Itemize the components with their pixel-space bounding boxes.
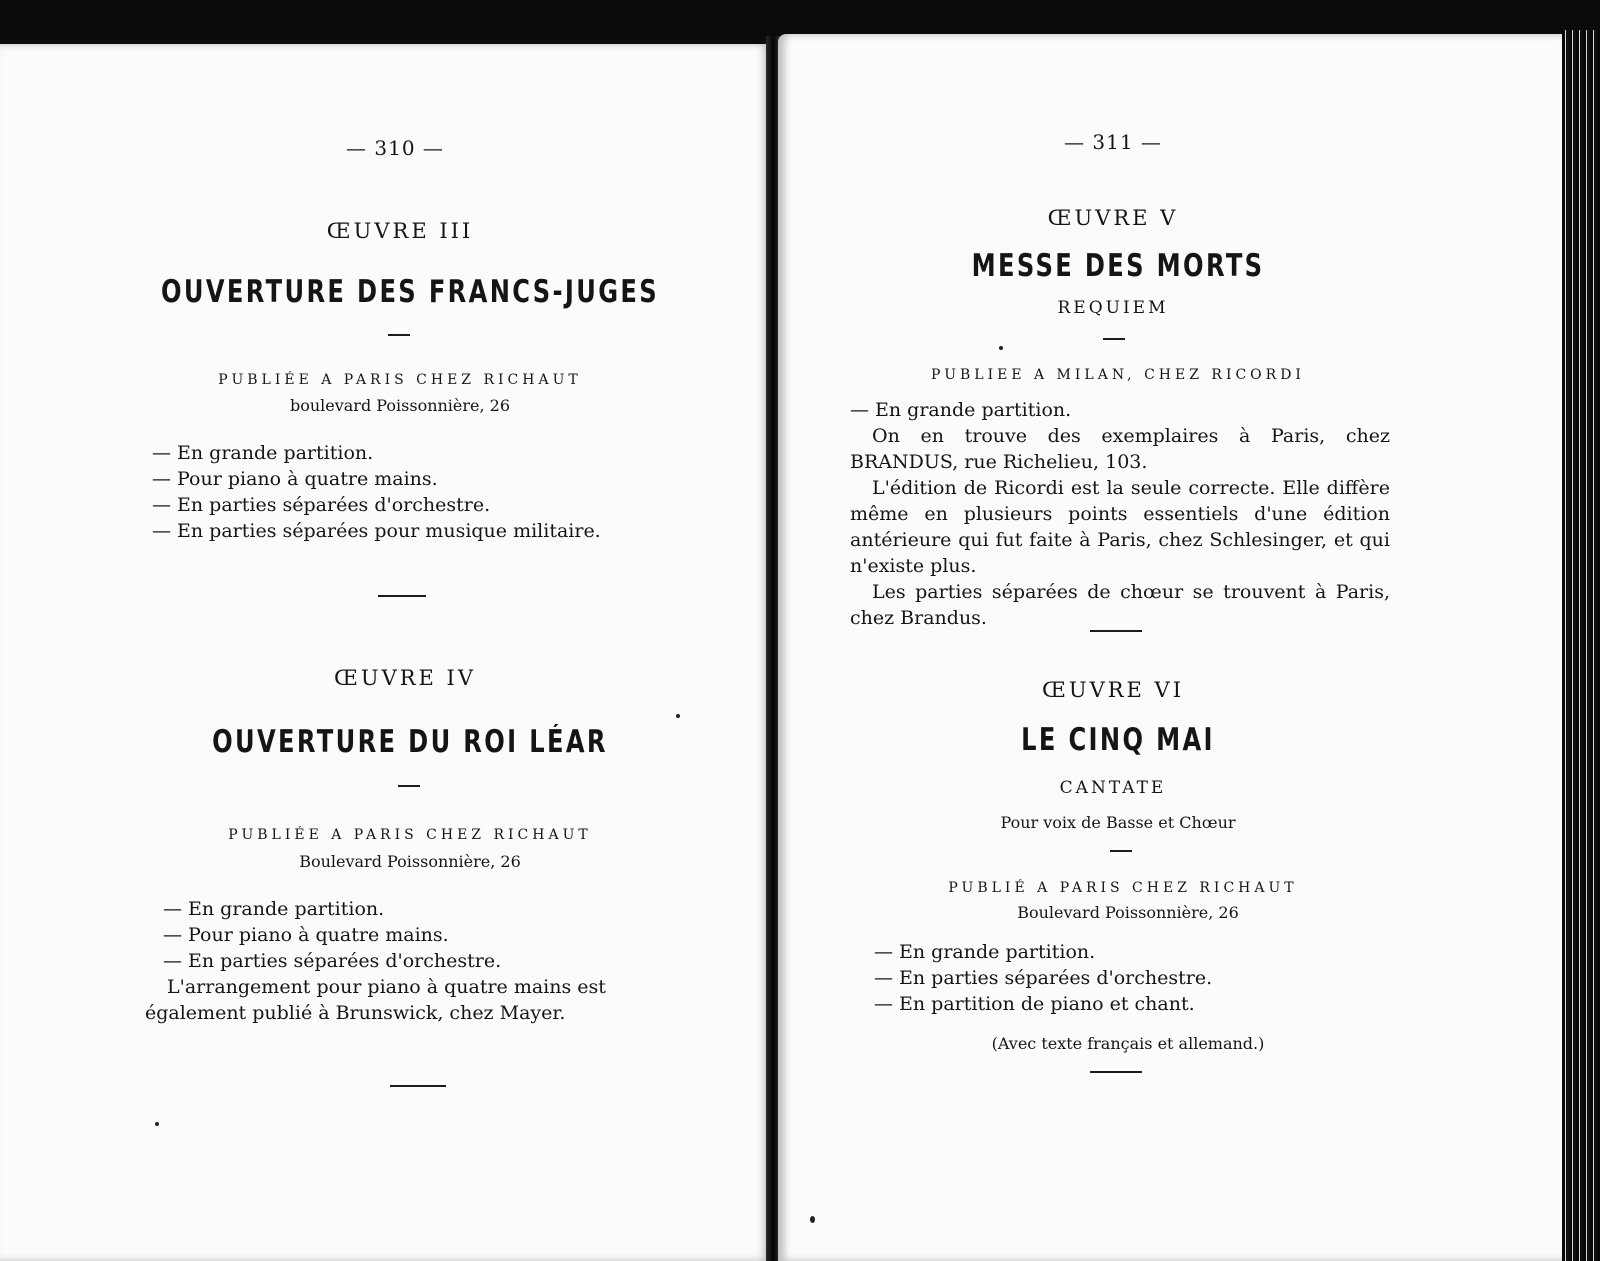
edition-note: L'arrangement pour piano à quatre mains est également publié à Brunswick, chez Mayer. xyxy=(145,976,606,1024)
section-divider xyxy=(378,595,426,597)
edition-item: — En grande partition. xyxy=(152,442,374,464)
publisher-line: PUBLIÉE A PARIS CHEZ RICHAUT xyxy=(228,827,592,843)
edition-item: — En grande partition. xyxy=(850,399,1072,421)
edition-item: — En parties séparées d'orchestre. xyxy=(163,950,502,972)
edition-item: — En partition de piano et chant. xyxy=(874,993,1195,1015)
publisher-address: Boulevard Poissonnière, 26 xyxy=(1017,903,1239,922)
edition-list xyxy=(850,397,1390,631)
edition-item: — En grande partition. xyxy=(874,941,1096,963)
edition-list xyxy=(874,939,1334,1017)
edition-list xyxy=(152,440,612,544)
left-page xyxy=(0,44,770,1261)
ink-speck xyxy=(999,346,1003,350)
section-divider xyxy=(1090,1071,1142,1073)
work-subtitle: CANTATE xyxy=(1059,778,1167,798)
publisher-line: PUBLIÉ A PARIS CHEZ RICHAUT xyxy=(948,880,1298,896)
ink-speck xyxy=(155,1122,159,1126)
right-page-edges xyxy=(1562,30,1600,1261)
voicing-line: Pour voix de Basse et Chœur xyxy=(1000,813,1236,832)
edition-item: — Pour piano à quatre mains. xyxy=(152,468,438,490)
page-number: — 311 — xyxy=(1064,130,1162,154)
work-title: OUVERTURE DES FRANCS-JUGES xyxy=(161,274,660,310)
publisher-address: Boulevard Poissonnière, 26 xyxy=(299,852,521,871)
edition-item: — En parties séparées d'orchestre. xyxy=(152,494,491,516)
edition-note: On en trouve des exemplaires à Paris, chez BRANDUS, rue Richelieu, 103. xyxy=(850,425,1390,473)
short-rule xyxy=(1103,338,1125,340)
edition-item: — En parties séparées pour musique militaire. xyxy=(152,520,601,542)
section-divider xyxy=(1090,630,1142,632)
work-title: MESSE DES MORTS xyxy=(971,248,1265,284)
edition-item: — En parties séparées d'orchestre. xyxy=(874,967,1213,989)
work-heading: ŒUVRE V xyxy=(1047,206,1179,230)
edition-note: L'édition de Ricordi est la seule correcte. Elle diffère même en plusieurs points essentiels d'une édition antérieure qui fut faite à Paris, chez Schlesinger, et qui n'existe plus. xyxy=(850,477,1390,577)
work-heading: ŒUVRE VI xyxy=(1041,678,1185,702)
work-subtitle: REQUIEM xyxy=(1057,298,1169,318)
publisher-line: PUBLIÉE A PARIS CHEZ RICHAUT xyxy=(218,372,582,388)
ink-speck xyxy=(676,714,680,718)
work-title: OUVERTURE DU ROI LÉAR xyxy=(212,724,608,760)
short-rule xyxy=(398,785,420,787)
page-number: — 310 — xyxy=(346,136,444,160)
edition-note: Les parties séparées de chœur se trouvent à Paris, chez Brandus. xyxy=(850,581,1390,629)
section-divider xyxy=(390,1085,446,1087)
work-heading: ŒUVRE IV xyxy=(333,666,477,690)
edition-list xyxy=(163,896,703,974)
edition-item: — En grande partition. xyxy=(163,898,385,920)
edition-item: — Pour piano à quatre mains. xyxy=(163,924,449,946)
publisher-address: boulevard Poissonnière, 26 xyxy=(289,396,511,415)
ink-speck xyxy=(810,1216,815,1223)
short-rule xyxy=(1110,850,1132,852)
publisher-line: PUBLIEE A MILAN, CHEZ RICORDI xyxy=(931,367,1305,383)
language-note: (Avec texte français et allemand.) xyxy=(991,1034,1265,1053)
work-title: LE CINQ MAI xyxy=(1021,722,1215,758)
work-heading: ŒUVRE III xyxy=(326,219,474,243)
right-page xyxy=(778,34,1562,1261)
short-rule xyxy=(388,334,410,336)
